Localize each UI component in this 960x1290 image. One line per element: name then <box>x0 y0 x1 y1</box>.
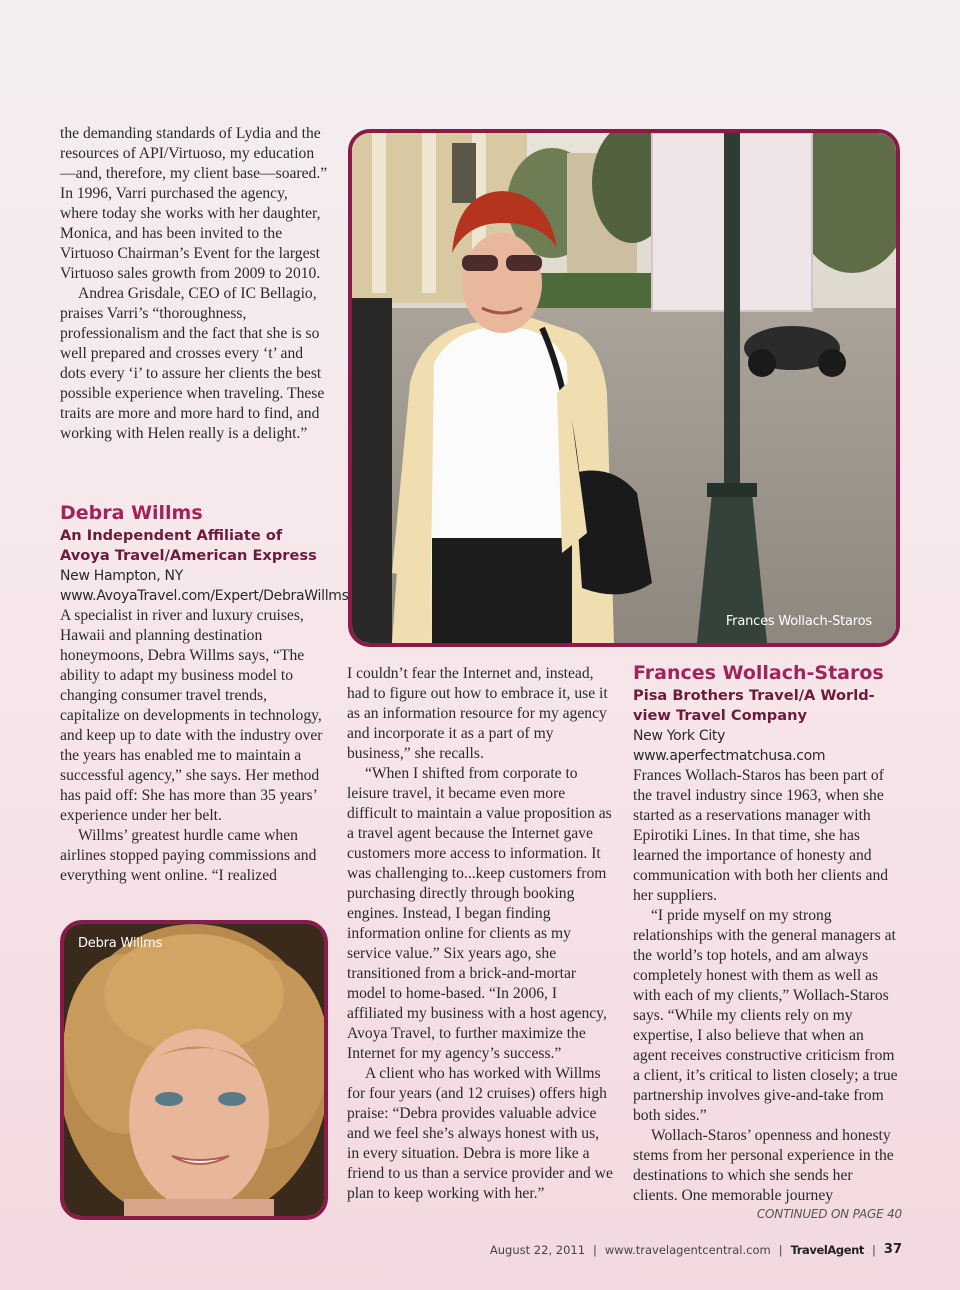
column-1-top <box>60 124 328 444</box>
continued-note: CONTINUED ON PAGE 40 <box>756 1207 902 1221</box>
frances-photo-caption: Frances Wollach-Staros <box>725 614 872 629</box>
body-paragraph: “I pride myself on my strong relationships with the general managers at the world’s top hotels, and am always completely honest with them as well as with each of my clients,” Wollach-Staros says. “While my clients rely on my expertise, I also believe that when an agent receives constructive criticism from a client, it’s critical to listen closely; a true partnership involves give-and-take from both sides.” <box>633 907 898 1124</box>
body-paragraph: I couldn’t fear the Internet and, instead, had to figure out how to embrace it, use it as an information resource for my agency and incorporate it as a part of my business,” she recalls. <box>347 665 608 762</box>
footer-website: www.travelagentcentral.com <box>604 1242 771 1257</box>
frances-photo <box>348 129 900 647</box>
debra-photo <box>60 920 328 1220</box>
footer-separator: | <box>593 1242 597 1257</box>
footer-date: August 22, 2011 <box>489 1242 586 1257</box>
page-footer <box>490 1242 902 1257</box>
body-paragraph: A specialist in river and luxury cruises, Hawaii and planning destination honeymoons, Debra Willms says, “The ability to adapt my business model to changing consumer travel trends, capitalize on developments in technology, and keep up to date with the industry over the years has enabled me to maintain a successful agency,” she says. Her method has paid off: She has more than 35 years’ experience under her belt. <box>60 607 323 824</box>
body-paragraph: Willms’ greatest hurdle came when airlines stopped paying commissions and everything went online. “I realized <box>60 827 317 884</box>
frances-wollach-staros-profile <box>633 660 901 1206</box>
profile-name: Debra Willms <box>60 502 203 524</box>
body-paragraph: “When I shifted from corporate to leisure travel, it became even more difficult to maintain a value proposition as a travel agent because the Internet gave customers more access to information. It was challenging to...keep customers from purchasing directly through booking engines. Instead, I began finding information online for clients as my service value.” Six years ago, she transitioned from a brick-and-mortar model to home-based. “In 2006, I affiliated my business with a host agency, Avoya Travel, to further maximize the Internet for my agency’s success.” <box>347 765 612 1062</box>
body-paragraph: Wollach-Staros’ openness and honesty stems from her personal experience in the destinations to which she sends her clients. One memorable journey <box>633 1127 894 1204</box>
debra-photo-caption: Debra Willms <box>78 936 163 951</box>
debra-photo-image <box>64 924 324 1216</box>
profile-website: www.aperfectmatchusa.com <box>633 748 826 764</box>
profile-name: Frances Wollach-Staros <box>633 662 884 684</box>
profile-website: www.AvoyaTravel.com/Expert/DebraWillms <box>60 588 349 604</box>
body-paragraph: the demanding standards of Lydia and the resources of API/Virtuoso, my education—and, therefore, my client base—soared.” In 1996, Varri purchased the agency, where today she works with her daughter, Monica, and has been invited to the Virtuoso Chairman’s Event for the largest Virtuoso sales growth from 2009 to 2010. <box>60 125 328 282</box>
debra-willms-profile <box>60 500 349 886</box>
page-number: 37 <box>883 1242 902 1257</box>
profile-location: New York City <box>633 728 726 744</box>
profile-affiliation: Pisa Brothers Travel/A World-view Travel Company <box>633 687 875 724</box>
body-paragraph: A client who has worked with Willms for four years (and 12 cruises) offers high praise: “Debra provides valuable advice and we feel she’s always honest with us, in every situation. Debra is more like a friend to us than a service provider and we plan to keep working with her.” <box>347 1065 613 1202</box>
frances-photo-image <box>352 133 896 643</box>
profile-affiliation: An Independent Affiliate of Avoya Travel/American Express <box>60 527 317 564</box>
body-paragraph: Frances Wollach-Staros has been part of the travel industry since 1963, when she started as a reservations manager with Epirotiki Lines. In that time, she has learned the importance of honesty and communication with both her clients and her suppliers. <box>633 767 889 904</box>
footer-brand: TravelAgent <box>790 1242 865 1257</box>
profile-location: New Hampton, NY <box>60 568 183 584</box>
column-2 <box>347 664 615 1204</box>
footer-separator: | <box>872 1242 876 1257</box>
footer-separator: | <box>778 1242 783 1257</box>
body-paragraph: Andrea Grisdale, CEO of IC Bellagio, praises Varri’s “thoroughness, professionalism and the fact that she is so well prepared and crosses every ‘t’ and dots every ‘i’ to assure her clients the best possible experience when traveling. These traits are more and more hard to find, and working with Helen really is a delight.” <box>60 285 325 442</box>
